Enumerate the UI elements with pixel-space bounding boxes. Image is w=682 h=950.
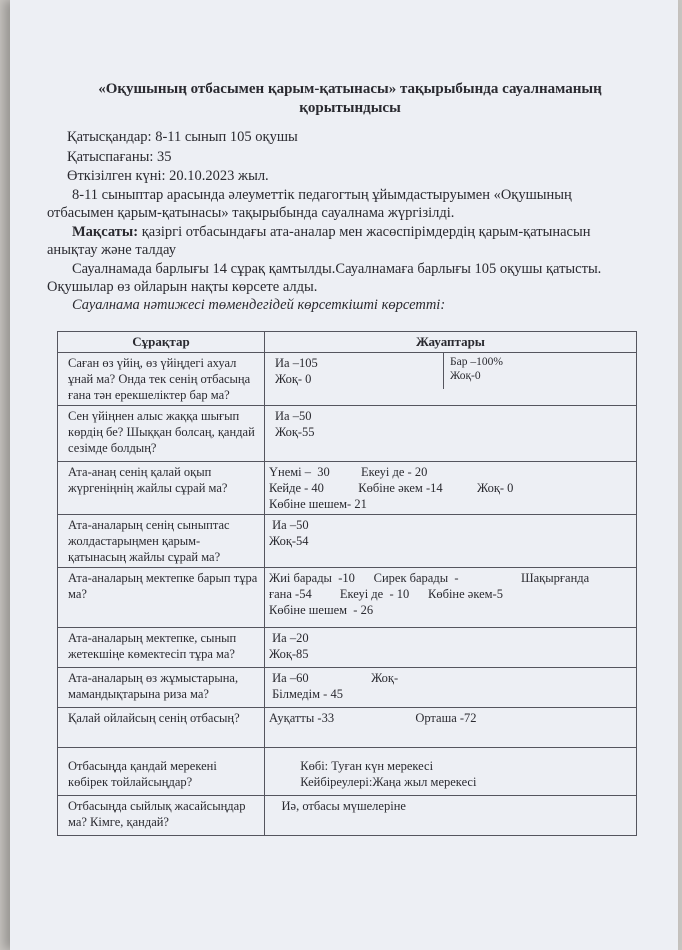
table-row xyxy=(58,796,637,836)
goal-line-1 xyxy=(72,223,590,241)
answer-line: Көбіне шешем- 21 xyxy=(269,497,367,511)
title-line-2: қорытындысы xyxy=(299,100,401,116)
question-cell: Саған өз үйің, өз үйіңдегі ахуал ұнай ма? Онда тек сенің отбасыңа ғана тән ерекшеліктер бар ма? xyxy=(58,353,265,406)
question-cell: Ата-аналарың өз жұмыстарына, мамандықтарына риза ма? xyxy=(58,668,265,708)
answer-line: Иә, отбасы мүшелеріне xyxy=(269,799,406,813)
answer-line: Иа –50 xyxy=(275,409,312,423)
table-row xyxy=(58,628,637,668)
answer-cell xyxy=(265,406,637,462)
answer-cell xyxy=(265,462,637,515)
participants-line: Қатысқандар: 8-11 сынып 105 оқушы xyxy=(67,129,298,145)
question-cell: Ата-аналарың сенің сыныптас жолдастарыңмен қарым-қатынасың жайлы сұрай ма? xyxy=(58,515,265,568)
answer-cell xyxy=(265,708,637,748)
title-line-1: «Оқушының отбасымен қарым-қатынасы» тақырыбында сауалнаманың xyxy=(98,81,602,97)
question-cell: Отбасыңда сыйлық жасайсыңдар ма? Кімге, қандай? xyxy=(58,796,265,836)
summary-line-1: Сауалнамада барлығы 14 сұрақ қамтылды.Сауалнамаға барлығы 105 оқушы қатысты. xyxy=(72,261,602,277)
goal-label: Мақсаты: xyxy=(72,224,139,240)
goal-line-2: анықтау және талдау xyxy=(47,242,176,258)
answer-line: Кейбіреулері:Жаңа жыл мерекесі xyxy=(269,775,477,789)
table-row xyxy=(58,462,637,515)
summary-line-2: Оқушылар өз ойларын нақты көрсете алды. xyxy=(47,279,318,295)
answer-line: Ауқатты -33 Орташа -72 xyxy=(269,711,477,725)
table-row xyxy=(58,406,637,462)
answer-cell xyxy=(265,515,637,568)
answer-cell xyxy=(265,628,637,668)
paper-sheet xyxy=(10,0,678,950)
intro-line-2: отбасымен қарым-қатынасы» тақырыбында сауалнама жүргізілді. xyxy=(47,205,455,221)
header-answers: Жауаптары xyxy=(265,332,637,353)
table-row xyxy=(58,748,637,796)
answer-line: Жоқ- 0 xyxy=(275,372,312,386)
table-row xyxy=(58,708,637,748)
answer-cell xyxy=(265,353,637,406)
answer-line: Кейде - 40 Көбіне әкем -14 Жоқ- 0 xyxy=(269,481,514,495)
survey-results-table xyxy=(57,331,637,836)
answer-line: Жоқ-55 xyxy=(275,425,315,439)
intro-line-1: 8-11 сыныптар арасында әлеуметтік педагогтың ұйымдастыруымен «Оқушының xyxy=(72,187,572,203)
answer-line: Иа –50 xyxy=(269,518,309,532)
absent-line: Қатыспағаны: 35 xyxy=(67,149,172,165)
table-row xyxy=(58,568,637,628)
question-cell: Отбасыңда қандай мерекені көбірек тойлайсыңдар? xyxy=(58,748,265,796)
question-cell: Ата-аналарың мектепке, сынып жетекшіңе көмектесіп тұра ма? xyxy=(58,628,265,668)
answer-line: Көбіне шешем - 26 xyxy=(269,603,374,617)
question-cell: Ата-аналарың мектепке барып тұра ма? xyxy=(58,568,265,628)
table-row xyxy=(58,515,637,568)
date-line: Өткізілген күні: 20.10.2023 жыл. xyxy=(67,168,269,184)
answer-line: Жоқ-54 xyxy=(269,534,309,548)
question-cell: Сен үйіңнен алыс жаққа шығып көрдің бе? Шыққан болсаң, қандай сезімде болдың? xyxy=(58,406,265,462)
answer-line: Бар –100% xyxy=(450,356,503,368)
answer-line: Иа –20 xyxy=(269,631,309,645)
answer-line: ғана -54 Екеуі де - 10 Көбіне әкем-5 xyxy=(269,587,503,601)
document-title xyxy=(70,80,630,118)
answer-line: Жоқ-85 xyxy=(269,647,309,661)
header-questions: Сұрақтар xyxy=(58,332,265,353)
results-intro: Сауалнама нәтижесі төмендегідей көрсеткішті көрсетті: xyxy=(72,297,446,313)
answer-line: Көбі: Туған күн мерекесі xyxy=(269,759,434,773)
answer-line: Жиі барады -10 Сирек барады - Шақырғанда xyxy=(269,571,590,585)
answer-cell xyxy=(265,748,637,796)
answer-line: Үнемі – 30 Екеуі де - 20 xyxy=(269,465,428,479)
table-row xyxy=(58,668,637,708)
answer-line: Иа –105 xyxy=(275,356,318,370)
question-cell: Ата-анаң сенің қалай оқып жүргеніңнің жайлы сұрай ма? xyxy=(58,462,265,515)
answer-subcell xyxy=(443,353,636,389)
question-cell: Қалай ойлайсың сенің отбасың? xyxy=(58,708,265,748)
answer-line: Білмедім - 45 xyxy=(269,687,343,701)
answer-cell xyxy=(265,568,637,628)
answer-cell xyxy=(265,668,637,708)
table-row xyxy=(58,353,637,406)
answer-line: Иа –60 Жоқ- xyxy=(269,671,399,685)
answer-cell xyxy=(265,796,637,836)
goal-text: қазіргі отбасындағы ата-аналар мен жасөспірімдердің қарым-қатынасын xyxy=(138,224,591,240)
table-header-row xyxy=(58,332,637,353)
answer-line: Жоқ-0 xyxy=(450,370,481,382)
